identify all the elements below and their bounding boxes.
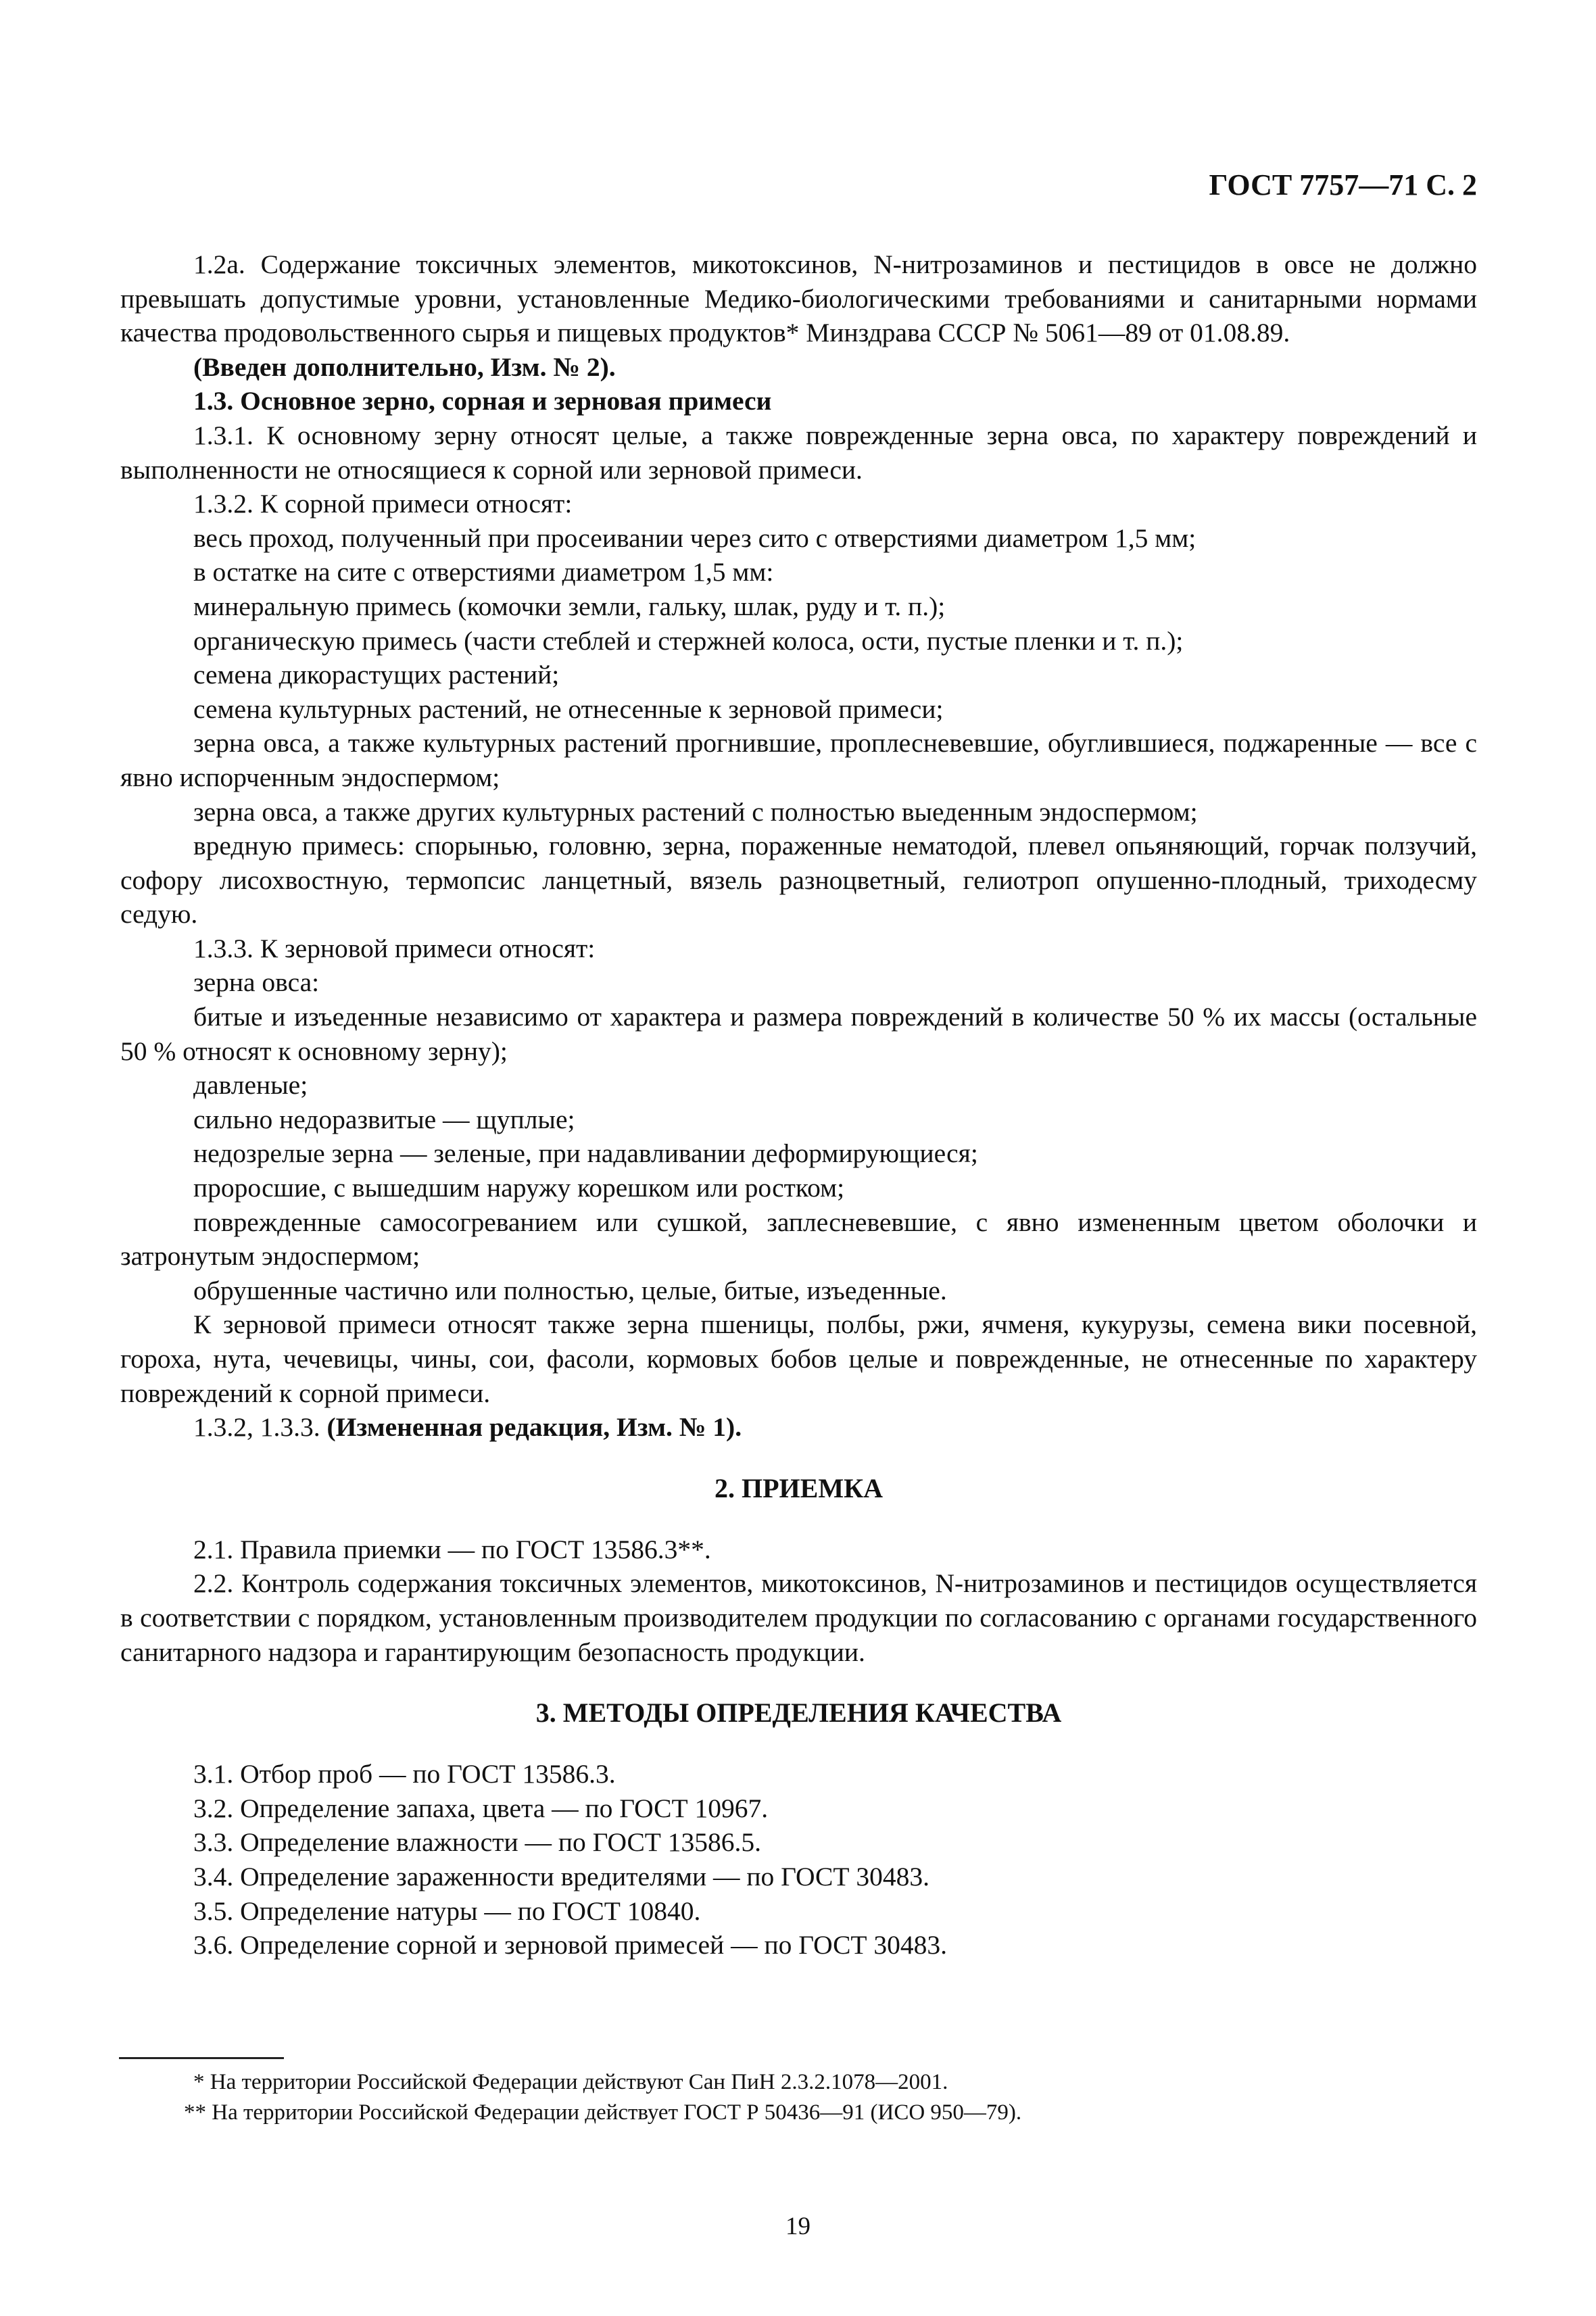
method-item: 3.5. Определение натуры — по ГОСТ 10840.	[193, 1896, 701, 1926]
method-item: 3.6. Определение сорной и зерновой примесей — по ГОСТ 30483.	[193, 1930, 948, 1960]
grain-item: зерна овса:	[193, 967, 320, 998]
amendment-text: (Измененная редакция, Изм. № 1).	[327, 1412, 742, 1443]
grain-item: К зерновой примеси относят также зерна пшеницы, полбы, ржи, ячменя, кукурузы, семена вики посевной, гороха, нута, чечевицы, чины, сои, фасоли, кормовых бобов целые и поврежденные, не отнесенные по характеру повреждений к сорной примеси.	[120, 1309, 1477, 1408]
paragraph-1-3-3: 1.3.3. К зерновой примеси относят:	[193, 933, 596, 963]
weed-item: органическую примесь (части стеблей и стержней колоса, ости, пустые пленки и т. п.);	[193, 625, 1184, 656]
grain-item: битые и изъеденные независимо от характера и размера повреждений в количестве 50 % их массы (остальные 50 % относят к основному зерну);	[120, 1002, 1477, 1066]
amendment-ref: 1.3.2, 1.3.3.	[193, 1412, 320, 1443]
amendment-note-2: (Введен дополнительно, Изм. № 2).	[193, 352, 616, 382]
footnotes	[120, 2067, 1477, 2128]
method-item: 3.3. Определение влажности — по ГОСТ 13586.5.	[193, 1827, 762, 1858]
method-item: 3.1. Отбор проб — по ГОСТ 13586.3.	[193, 1759, 616, 1789]
paragraph-2-2: 2.2. Контроль содержания токсичных элементов, микотоксинов, N-нитрозаминов и пестицидов осуществляется в соответствии с порядком, установленным производителем продукции по согласованию с органами государственного санитарного надзора и гарантирующим безопасность продукции.	[120, 1568, 1477, 1667]
weed-item: в остатке на сите с отверстиями диаметром 1,5 мм:	[193, 557, 774, 587]
weed-item: семена культурных растений, не отнесенные к зерновой примеси;	[193, 694, 944, 724]
weed-item: зерна овса, а также других культурных растений с полностью выеденным эндоспермом;	[193, 796, 1198, 827]
weed-item: весь проход, полученный при просеивании через сито с отверстиями диаметром 1,5 мм;	[193, 523, 1196, 553]
method-item: 3.4. Определение зараженности вредителями — по ГОСТ 30483.	[193, 1861, 929, 1891]
grain-item: недозрелые зерна — зеленые, при надавливании деформирующиеся;	[193, 1138, 978, 1169]
method-item: 3.2. Определение запаха, цвета — по ГОСТ 10967.	[193, 1793, 769, 1823]
amendment-note-1	[120, 1410, 1477, 1445]
grain-item: проросшие, с вышедшим наружу корешком или ростком;	[193, 1173, 845, 1203]
paragraph-1-3-2: 1.3.2. К сорной примеси относят:	[193, 489, 573, 519]
footnote-1: * На территории Российской Федерации действуют Сан ПиН 2.3.2.1078—2001.	[193, 2070, 948, 2094]
subsection-heading-1-3: 1.3. Основное зерно, сорная и зерновая примеси	[193, 386, 772, 416]
grain-item: обрушенные частично или полностью, целые, битые, изъеденные.	[193, 1275, 947, 1305]
page-number: 19	[785, 2213, 811, 2240]
paragraph-1-3-1: 1.3.1. К основному зерну относят целые, а также поврежденные зерна овса, по характеру повреждений и выполненности не относящиеся к сорной или зерновой примеси.	[120, 420, 1477, 485]
weed-item: минеральную примесь (комочки земли, гальку, шлак, руду и т. п.);	[193, 591, 946, 621]
paragraph-2-1: 2.1. Правила приемки — по ГОСТ 13586.3**.	[193, 1534, 711, 1564]
weed-item: зерна овса, а также культурных растений прогнившие, проплесневевшие, обуглившиеся, поджаренные — все с явно испорченным эндоспермом;	[120, 728, 1477, 792]
weed-item: семена дикорастущих растений;	[193, 660, 560, 690]
weed-item: вредную примесь: спорынью, головню, зерна, пораженные нематодой, плевел опьяняющий, горчак ползучий, софору лисохвостную, термопсис ланцетный, вязель разноцветный, гелиотроп опушенно-плодный, триходесму седую.	[120, 831, 1477, 930]
footnote-2: ** На территории Российской Федерации действует ГОСТ Р 50436—91 (ИСО 950—79).	[184, 2100, 1022, 2125]
document-body	[120, 247, 1477, 1962]
document-header: ГОСТ 7757—71 С. 2	[1209, 168, 1477, 201]
paragraph-1-2a: 1.2а. Содержание токсичных элементов, микотоксинов, N-нитрозаминов и пестицидов в овсе не должно превышать допустимые уровни, установленные Медико-биологическими требованиями и санитарными нормами качества продовольственного сырья и пищевых продуктов* Минздрава СССР № 5061—89 от 01.08.89.	[120, 249, 1477, 348]
grain-item: поврежденные самосогреванием или сушкой, заплесневевшие, с явно измененным цветом оболочки и затронутым эндоспермом;	[120, 1207, 1477, 1272]
section-heading-2: 2. ПРИЕМКА	[715, 1472, 883, 1503]
grain-item: сильно недоразвитые — щуплые;	[193, 1104, 575, 1134]
footnote-divider	[119, 2057, 284, 2059]
grain-item: давленые;	[193, 1070, 308, 1101]
section-heading-3: 3. МЕТОДЫ ОПРЕДЕЛЕНИЯ КАЧЕСТВА	[535, 1697, 1062, 1729]
